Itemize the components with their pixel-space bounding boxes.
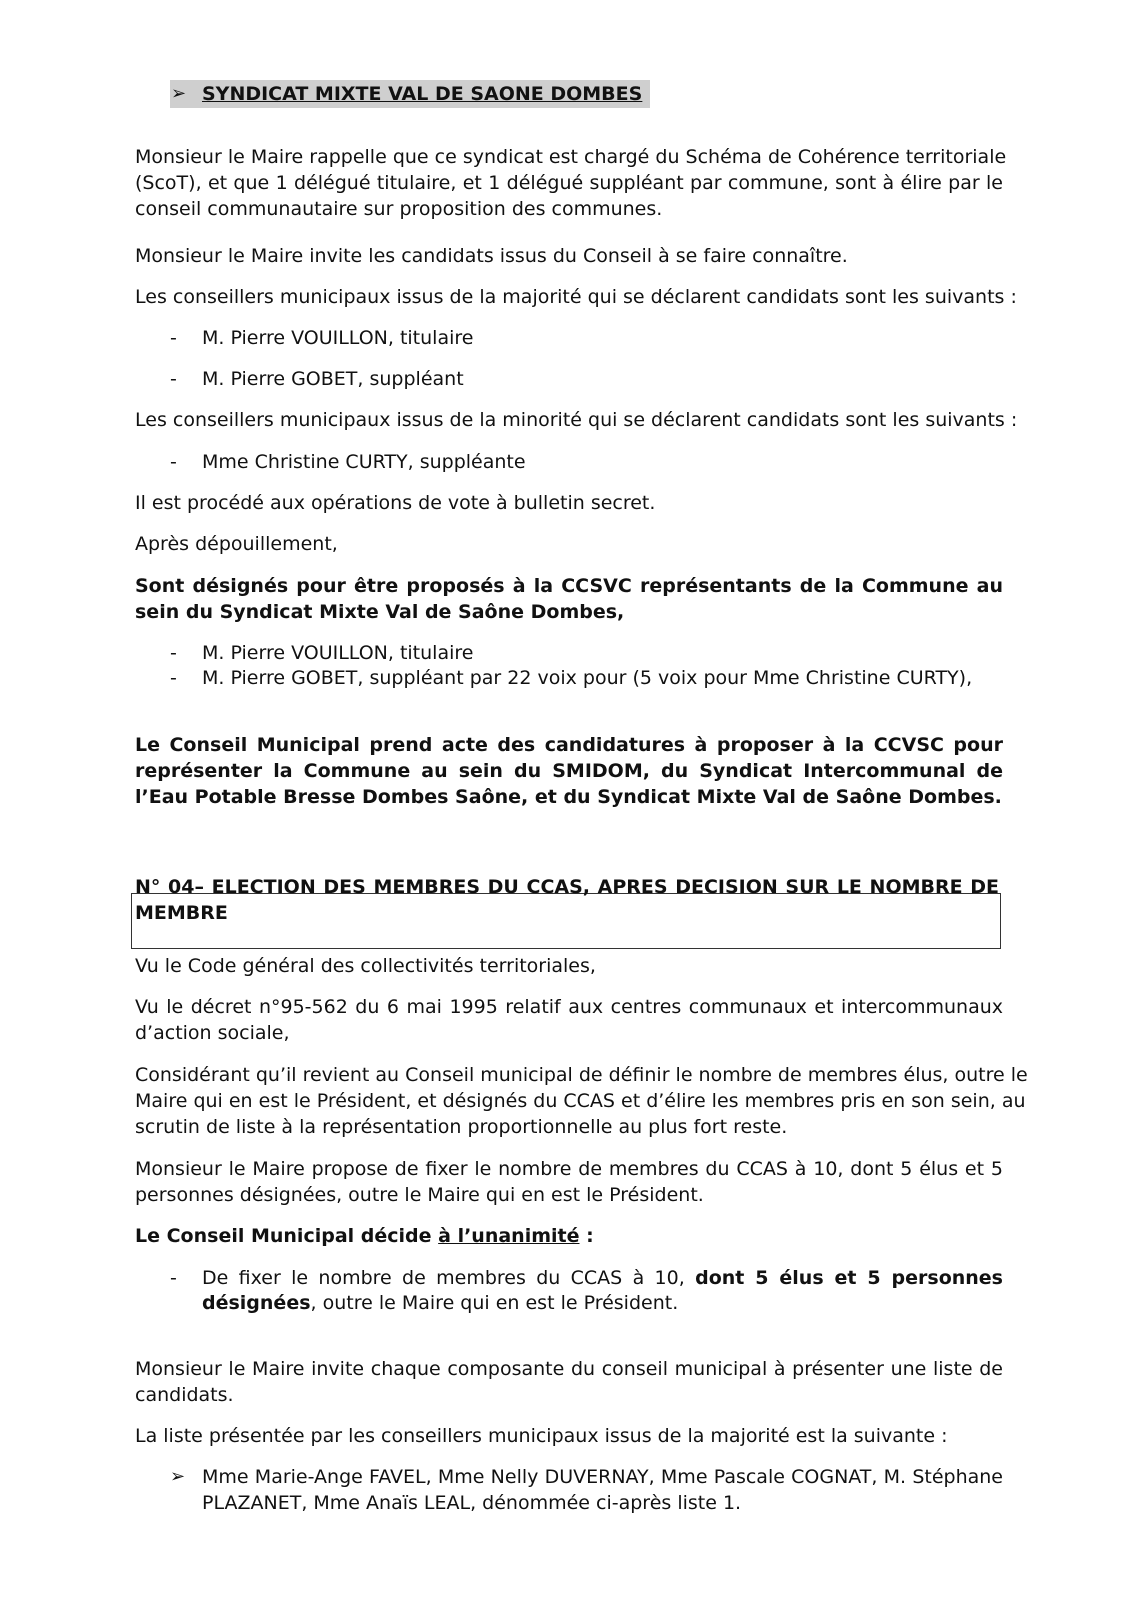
list-item: M. Pierre GOBET, suppléant par 22 voix pour (5 voix pour Mme Christine CURTY), [202, 667, 973, 689]
decision-heading [135, 1223, 1003, 1249]
paragraph-line: d’action sociale, [135, 1022, 290, 1044]
list-item: M. Pierre VOUILLON, titulaire [202, 327, 474, 349]
paragraph-line: Monsieur le Maire propose de fixer le nombre de membres du CCAS à 10, dont 5 élus et 5 [135, 1158, 1003, 1180]
list1-line: Mme Marie-Ange FAVEL, Mme Nelly DUVERNAY, Mme Pascale COGNAT, M. Stéphane [202, 1466, 1003, 1488]
paragraph-line: candidats. [135, 1384, 234, 1406]
list-item: M. Pierre VOUILLON, titulaire [202, 642, 474, 664]
paragraph: Monsieur le Maire invite les candidats issus du Conseil à se faire connaître. [135, 245, 848, 267]
paragraph-line: Monsieur le Maire invite chaque composante du conseil municipal à présenter une liste de [135, 1358, 1003, 1380]
list-item: M. Pierre GOBET, suppléant [202, 368, 464, 390]
decision-item-line [202, 1265, 1003, 1291]
paragraph: Vu le Code général des collectivités territoriales, [135, 955, 596, 977]
paragraph: Il est procédé aux opérations de vote à bulletin secret. [135, 492, 656, 514]
list-item: Mme Christine CURTY, suppléante [202, 451, 526, 473]
dash-bullet-icon: - [170, 451, 177, 473]
decision-text: , outre le Maire qui en est le Président. [310, 1292, 679, 1314]
dash-bullet-icon: - [170, 642, 177, 664]
decision-prefix: Le Conseil Municipal décide [135, 1225, 439, 1247]
decision-suffix: : [579, 1225, 594, 1247]
decision-text-bold: désignées [202, 1292, 311, 1314]
paragraph-line: scrutin de liste à la représentation proportionnelle au plus fort reste. [135, 1116, 788, 1138]
paragraph: Les conseillers municipaux issus de la minorité qui se déclarent candidats sont les suivants : [135, 409, 1018, 431]
conclusion-line: représenter la Commune au sein du SMIDOM, du Syndicat Intercommunal de [135, 760, 1003, 782]
paragraph-line: conseil communautaire sur proposition des communes. [135, 198, 663, 220]
decision-text-bold: dont 5 élus et 5 personnes [695, 1267, 1003, 1289]
section-title-line: MEMBRE [135, 902, 228, 924]
decision-text: De fixer le nombre de membres du CCAS à 10, [202, 1267, 696, 1289]
paragraph-line: (ScoT), et que 1 délégué titulaire, et 1 délégué suppléant par commune, sont à élire par le [135, 172, 1003, 194]
arrow-bullet-icon: ➢ [170, 1466, 186, 1487]
dash-bullet-icon: - [170, 327, 177, 349]
paragraph: Les conseillers municipaux issus de la majorité qui se déclarent candidats sont les suivants : [135, 286, 1017, 308]
paragraph-line: Vu le décret n°95-562 du 6 mai 1995 relatif aux centres communaux et intercommunaux [135, 996, 1003, 1018]
dash-bullet-icon: - [170, 368, 177, 390]
arrow-bullet-icon: ➢ [171, 83, 187, 104]
section-title: SYNDICAT MIXTE VAL DE SAONE DOMBES [202, 83, 643, 105]
paragraph-line: personnes désignées, outre le Maire qui en est le Président. [135, 1184, 704, 1206]
decision-item-line [202, 1290, 678, 1316]
paragraph: Après dépouillement, [135, 533, 338, 555]
conclusion-line: l’Eau Potable Bresse Dombes Saône, et du Syndicat Mixte Val de Saône Dombes. [135, 786, 1002, 808]
designated-heading-line: sein du Syndicat Mixte Val de Saône Dombes, [135, 601, 625, 623]
dash-bullet-icon: - [170, 1267, 177, 1289]
conclusion-line: Le Conseil Municipal prend acte des candidatures à proposer à la CCVSC pour [135, 734, 1003, 756]
list1-line: PLAZANET, Mme Anaïs LEAL, dénommée ci-après liste 1. [202, 1492, 742, 1514]
designated-heading-line: Sont désignés pour être proposés à la CCSVC représentants de la Commune au [135, 575, 1003, 597]
paragraph-line: Maire qui en est le Président, et désignés du CCAS et d’élire les membres pris en son sein, au [135, 1090, 1026, 1112]
section-title-line: N° 04– ELECTION DES MEMBRES DU CCAS, APRES DECISION SUR LE NOMBRE DE [135, 876, 999, 898]
dash-bullet-icon: - [170, 667, 177, 689]
paragraph-line: Considérant qu’il revient au Conseil municipal de définir le nombre de membres élus, outre le [135, 1064, 1028, 1086]
decision-unanimity: à l’unanimité [438, 1225, 580, 1247]
paragraph: La liste présentée par les conseillers municipaux issus de la majorité est la suivante : [135, 1425, 948, 1447]
paragraph-line: Monsieur le Maire rappelle que ce syndicat est chargé du Schéma de Cohérence territoriale [135, 146, 1007, 168]
